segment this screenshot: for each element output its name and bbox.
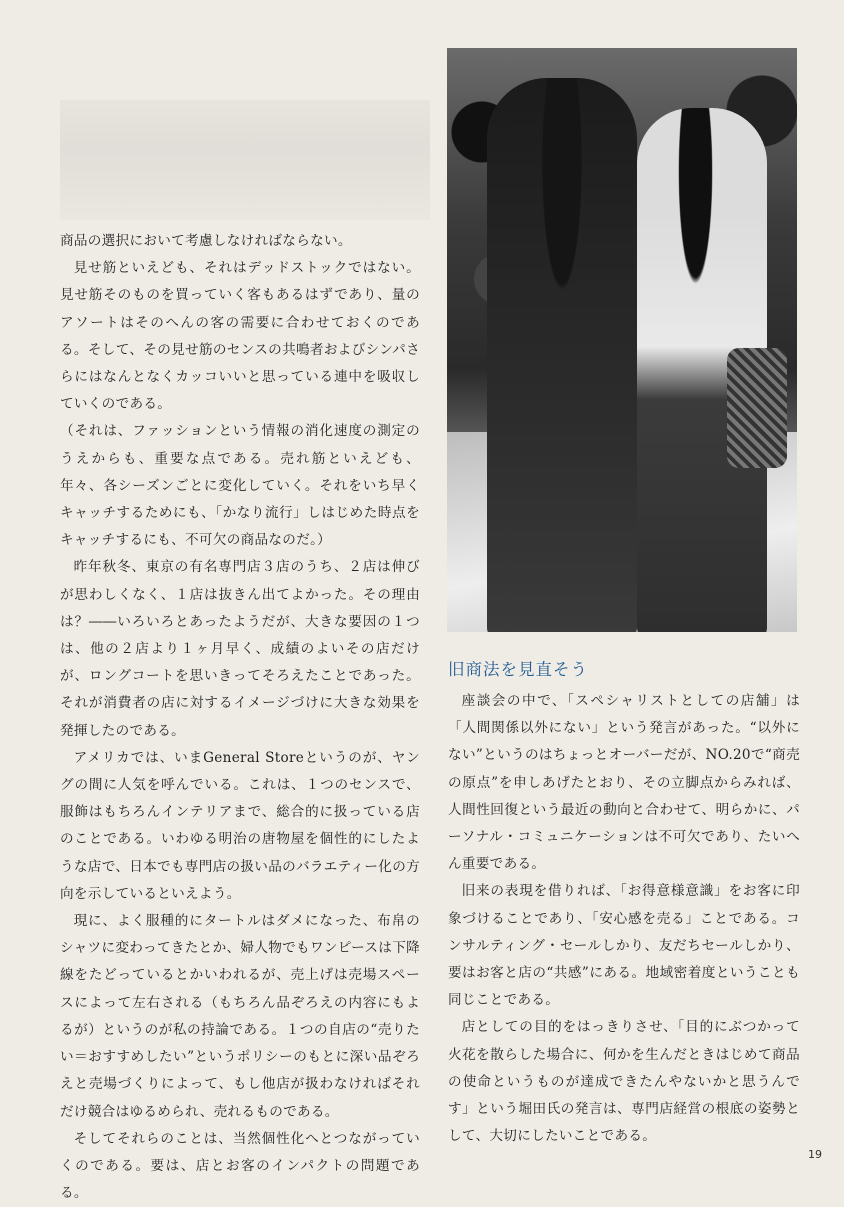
paragraph: アメリカでは、いまGeneral Storeというのが、ヤングの間に人気を呼んでいる。これは、１つのセンスで、服飾はもちろんインテリアまで、総合的に扱っている店のことである。いわゆる明治の唐物屋を個性的にしたような店で、日本でも専門店の扱い品のバラエティー化の方向を示しているといえよう。 [60, 749, 420, 902]
paragraph: 旧来の表現を借りれば、「お得意様意識」をお客に印象づけることであり、「安心感を売る」ことである。コンサルティング・セールしかり、友だちセールしかり、要はお客と店の“共感”にある。地域密着度ということも同じことである。 [448, 883, 800, 1009]
paragraph: 現に、よく服種的にタートルはダメになった、布帛のシャツに変わってきたとか、婦人物でもワンピースは下降線をたどっているとかいわれるが、売上げは売場スペースによって左右される（もちろん品ぞろえの内容にもよるが）というのが私の持論である。１つの自店の“売りたい＝おすすめしたい”というポリシーのもとに深い品ぞろえと売場づくりによって、もし他店が扱わなければそれだけ競合はゆるめられ、売れるものである。 [60, 913, 420, 1120]
paragraph: 昨年秋冬、東京の有名専門店３店のうち、２店は伸びが思わしくなく、１店は抜きん出てよかった。その理由は？――いろいろとあったようだが、大きな要因の１つは、他の２店より１ヶ月早く、成績のよいその店だけが、ロングコートを思いきってそろえたことであった。それが消費者の店に対するイメージづけに大きな効果を発揮したのである。 [60, 559, 420, 739]
paragraph: 見せ筋といえども、それはデッドストックではない。見せ筋そのものを買っていく客もあるはずであり、量のアソートはそのへんの客の需要に合わせておくのである。そして、その見せ筋のセンスの共鳴者およびシンパさらにはなんとなくカッコいいと思っている連中を吸収していくのである。 [60, 260, 420, 413]
paragraph: （それは、ファッションという情報の消化速度の測定のうえからも、重要な点である。売れ筋といえども、年々、各シーズンごとに変化していく。それをいち早くキャッチするためにも、「かなり流行」しはじめた時点をキャッチするにも、不可欠の商品なのだ。） [60, 423, 420, 549]
long-haired-man-figure [487, 78, 637, 632]
paragraph: 座談会の中で、「スペシャリストとしての店舗」は「人間関係以外にない」という発言があった。“以外にない”というのはちょっとオーバーだが、NO.20で“商売の原点”を申しあげたとおり、その立脚点からみれば、人間性回復という最近の動向と合わせて、明らかに、パーソナル・コミュニケーションは不可欠であり、たいへん重要である。 [448, 693, 800, 873]
page-number: 19 [808, 1148, 822, 1161]
paragraph: そしてそれらのことは、当然個性化へとつながっていくのである。要は、店とお客のインパクトの問題である。 [60, 1130, 420, 1202]
street-photo [447, 48, 797, 632]
left-column [60, 228, 420, 1207]
paragraph: 店としての目的をはっきりさせ、「目的にぶつかって火花を散らした場合に、何かを生んだときはじめて商品の使命というものが達成できたんやないかと思うんです」という堀田氏の発言は、専門店経営の根底の姿勢として、大切にしたいことである。 [448, 1019, 800, 1145]
shoulder-bag [727, 348, 787, 468]
section-heading: 旧商法を見直そう [448, 660, 588, 679]
right-column [448, 688, 800, 1150]
paragraph: 商品の選択において考慮しなければならない。 [60, 233, 352, 249]
show-through-heading [60, 100, 430, 220]
